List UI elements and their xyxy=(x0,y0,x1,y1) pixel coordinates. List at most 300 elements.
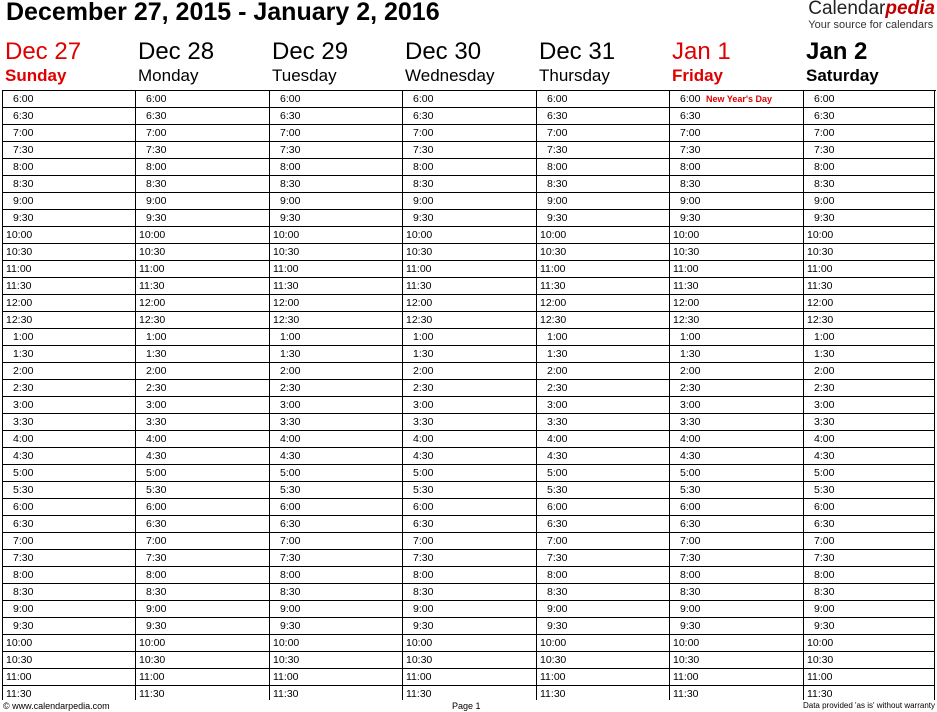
time-slot[interactable] xyxy=(403,431,536,448)
time-slot[interactable] xyxy=(670,278,803,295)
time-slot[interactable] xyxy=(3,414,135,431)
time-slot[interactable] xyxy=(136,567,269,584)
time-slot[interactable] xyxy=(804,261,934,278)
time-slot[interactable] xyxy=(403,550,536,567)
time-slot[interactable] xyxy=(670,567,803,584)
time-slot[interactable] xyxy=(270,516,402,533)
time-slot[interactable] xyxy=(403,244,536,261)
time-label: 7:00 xyxy=(680,535,701,547)
time-slot[interactable] xyxy=(670,142,803,159)
time-slot[interactable] xyxy=(537,414,669,431)
time-slot[interactable] xyxy=(3,482,135,499)
time-slot[interactable] xyxy=(537,193,669,210)
time-slot[interactable] xyxy=(804,669,934,686)
day-weekday: Tuesday xyxy=(272,66,337,85)
time-slot[interactable] xyxy=(3,567,135,584)
time-slot[interactable] xyxy=(270,686,402,703)
time-slot[interactable] xyxy=(537,125,669,142)
time-slot[interactable] xyxy=(270,363,402,380)
time-slot[interactable] xyxy=(403,108,536,125)
time-slot[interactable] xyxy=(136,448,269,465)
time-slot[interactable] xyxy=(403,176,536,193)
time-slot[interactable] xyxy=(3,448,135,465)
time-slot[interactable] xyxy=(3,533,135,550)
time-slot[interactable] xyxy=(3,346,135,363)
time-slot[interactable] xyxy=(270,210,402,227)
time-slot[interactable] xyxy=(403,465,536,482)
time-slot[interactable] xyxy=(136,499,269,516)
time-slot[interactable] xyxy=(537,261,669,278)
time-slot[interactable] xyxy=(136,312,269,329)
time-slot[interactable] xyxy=(270,346,402,363)
time-slot[interactable] xyxy=(670,431,803,448)
time-slot[interactable] xyxy=(270,295,402,312)
time-slot[interactable] xyxy=(804,465,934,482)
time-slot[interactable] xyxy=(537,312,669,329)
time-slot[interactable] xyxy=(670,295,803,312)
time-label: 10:30 xyxy=(139,654,166,666)
time-slot[interactable] xyxy=(3,465,135,482)
time-slot[interactable] xyxy=(3,329,135,346)
time-slot[interactable] xyxy=(670,329,803,346)
time-slot[interactable] xyxy=(403,363,536,380)
time-slot[interactable] xyxy=(670,465,803,482)
time-slot[interactable] xyxy=(3,550,135,567)
time-slot[interactable] xyxy=(403,159,536,176)
time-slot[interactable] xyxy=(270,550,402,567)
time-slot[interactable] xyxy=(403,397,536,414)
time-slot[interactable] xyxy=(270,584,402,601)
time-slot[interactable] xyxy=(670,261,803,278)
time-slot[interactable] xyxy=(537,91,669,108)
time-slot[interactable] xyxy=(403,125,536,142)
time-slot[interactable] xyxy=(804,431,934,448)
time-slot[interactable] xyxy=(3,125,135,142)
time-slot[interactable] xyxy=(403,380,536,397)
time-slot[interactable] xyxy=(537,482,669,499)
time-slot[interactable] xyxy=(270,193,402,210)
time-slot[interactable] xyxy=(403,414,536,431)
time-slot[interactable] xyxy=(3,108,135,125)
time-slot[interactable] xyxy=(670,380,803,397)
time-slot[interactable] xyxy=(804,193,934,210)
time-slot[interactable] xyxy=(804,244,934,261)
time-slot[interactable] xyxy=(537,380,669,397)
time-label: 5:30 xyxy=(413,484,434,496)
time-slot[interactable] xyxy=(3,159,135,176)
time-slot[interactable] xyxy=(670,686,803,703)
time-slot[interactable] xyxy=(670,176,803,193)
time-slot[interactable] xyxy=(670,108,803,125)
time-slot[interactable] xyxy=(804,533,934,550)
time-slot[interactable] xyxy=(804,482,934,499)
time-slot[interactable] xyxy=(670,448,803,465)
time-slot[interactable] xyxy=(136,176,269,193)
time-label: 12:00 xyxy=(540,297,567,309)
time-slot[interactable] xyxy=(270,567,402,584)
time-slot[interactable] xyxy=(270,142,402,159)
time-slot[interactable] xyxy=(804,91,934,108)
time-slot[interactable] xyxy=(136,210,269,227)
time-label: 5:30 xyxy=(146,484,167,496)
time-slot[interactable] xyxy=(270,601,402,618)
time-slot[interactable] xyxy=(403,329,536,346)
time-label: 8:00 xyxy=(413,569,434,581)
time-label: 6:30 xyxy=(146,518,167,530)
time-slot[interactable] xyxy=(403,295,536,312)
time-slot[interactable] xyxy=(403,635,536,652)
time-slot[interactable] xyxy=(136,533,269,550)
time-slot[interactable] xyxy=(403,618,536,635)
time-slot[interactable] xyxy=(136,108,269,125)
time-slot[interactable] xyxy=(537,635,669,652)
time-slot[interactable] xyxy=(270,499,402,516)
time-slot[interactable] xyxy=(804,601,934,618)
time-slot[interactable] xyxy=(804,635,934,652)
time-label: 2:00 xyxy=(413,365,434,377)
time-label: 5:00 xyxy=(146,467,167,479)
time-slot[interactable] xyxy=(537,108,669,125)
time-slot[interactable] xyxy=(270,448,402,465)
time-slot[interactable] xyxy=(270,227,402,244)
time-slot[interactable] xyxy=(136,193,269,210)
time-label: 2:00 xyxy=(547,365,568,377)
time-slot[interactable] xyxy=(804,448,934,465)
time-label: 10:30 xyxy=(807,246,834,258)
time-slot[interactable] xyxy=(537,244,669,261)
time-slot[interactable] xyxy=(270,176,402,193)
time-slot[interactable] xyxy=(3,278,135,295)
time-slot[interactable] xyxy=(804,346,934,363)
time-slot[interactable] xyxy=(804,516,934,533)
time-slot[interactable] xyxy=(670,125,803,142)
time-slot[interactable] xyxy=(3,227,135,244)
time-slot[interactable] xyxy=(136,159,269,176)
time-slot[interactable] xyxy=(804,125,934,142)
time-label: 8:30 xyxy=(413,586,434,598)
time-slot[interactable] xyxy=(270,635,402,652)
time-label: 4:30 xyxy=(13,450,34,462)
time-label: 6:30 xyxy=(547,110,568,122)
time-slot[interactable] xyxy=(804,380,934,397)
time-label: 3:00 xyxy=(146,399,167,411)
time-slot[interactable] xyxy=(136,295,269,312)
time-slot[interactable] xyxy=(136,125,269,142)
time-slot[interactable] xyxy=(3,244,135,261)
time-slot[interactable] xyxy=(403,499,536,516)
time-slot[interactable] xyxy=(537,601,669,618)
time-slot[interactable] xyxy=(804,312,934,329)
time-slot[interactable] xyxy=(270,108,402,125)
time-slot[interactable] xyxy=(270,414,402,431)
time-slot[interactable] xyxy=(136,414,269,431)
time-slot[interactable] xyxy=(3,669,135,686)
time-slot[interactable] xyxy=(403,482,536,499)
time-slot[interactable] xyxy=(670,533,803,550)
time-slot[interactable] xyxy=(804,159,934,176)
time-slot[interactable] xyxy=(403,652,536,669)
time-slot[interactable] xyxy=(3,584,135,601)
time-slot[interactable] xyxy=(136,142,269,159)
time-slot[interactable] xyxy=(136,363,269,380)
time-label: 11:00 xyxy=(807,263,833,275)
time-label: 2:30 xyxy=(280,382,301,394)
time-label: 4:30 xyxy=(680,450,701,462)
time-slot[interactable] xyxy=(670,601,803,618)
time-slot[interactable] xyxy=(136,244,269,261)
time-slot[interactable] xyxy=(403,193,536,210)
time-slot[interactable] xyxy=(136,584,269,601)
time-slot[interactable] xyxy=(270,261,402,278)
time-slot[interactable] xyxy=(270,159,402,176)
time-slot[interactable] xyxy=(136,380,269,397)
time-slot[interactable] xyxy=(270,278,402,295)
time-slot[interactable] xyxy=(136,261,269,278)
time-slot[interactable] xyxy=(804,295,934,312)
time-slot[interactable] xyxy=(537,669,669,686)
time-slot[interactable] xyxy=(136,397,269,414)
time-slot[interactable] xyxy=(537,550,669,567)
time-slot[interactable] xyxy=(270,244,402,261)
time-slot[interactable] xyxy=(670,516,803,533)
time-slot[interactable] xyxy=(270,329,402,346)
time-slot[interactable] xyxy=(537,210,669,227)
day-header-saturday xyxy=(806,38,937,86)
time-slot[interactable] xyxy=(670,414,803,431)
time-slot[interactable] xyxy=(670,584,803,601)
time-slot[interactable] xyxy=(537,465,669,482)
time-slot[interactable] xyxy=(270,482,402,499)
time-slot[interactable] xyxy=(136,431,269,448)
time-slot[interactable] xyxy=(3,176,135,193)
time-slot[interactable] xyxy=(670,312,803,329)
time-slot[interactable] xyxy=(537,142,669,159)
time-slot[interactable] xyxy=(537,397,669,414)
time-slot[interactable] xyxy=(136,278,269,295)
time-slot[interactable] xyxy=(670,397,803,414)
time-label: 7:30 xyxy=(280,144,301,156)
time-slot[interactable] xyxy=(403,567,536,584)
time-slot[interactable] xyxy=(804,363,934,380)
time-label: 9:00 xyxy=(547,195,568,207)
time-label: 3:00 xyxy=(13,399,34,411)
time-slot[interactable] xyxy=(403,346,536,363)
time-slot[interactable] xyxy=(537,652,669,669)
time-slot[interactable] xyxy=(3,295,135,312)
time-slot[interactable] xyxy=(537,567,669,584)
time-slot[interactable] xyxy=(136,91,269,108)
time-label: 7:00 xyxy=(280,127,301,139)
time-slot[interactable] xyxy=(537,295,669,312)
time-slot[interactable] xyxy=(537,618,669,635)
time-slot[interactable] xyxy=(403,516,536,533)
time-slot[interactable] xyxy=(403,584,536,601)
time-slot[interactable] xyxy=(136,482,269,499)
time-label: 11:00 xyxy=(673,671,699,683)
time-label: 5:30 xyxy=(680,484,701,496)
time-slot[interactable] xyxy=(804,567,934,584)
time-slot[interactable] xyxy=(403,448,536,465)
time-slot[interactable] xyxy=(3,261,135,278)
time-slot[interactable] xyxy=(403,261,536,278)
time-slot[interactable] xyxy=(3,516,135,533)
time-slot[interactable] xyxy=(537,363,669,380)
time-slot[interactable] xyxy=(270,669,402,686)
time-slot[interactable] xyxy=(136,669,269,686)
time-slot[interactable] xyxy=(537,686,669,703)
time-slot[interactable] xyxy=(3,142,135,159)
time-slot[interactable] xyxy=(670,363,803,380)
time-slot[interactable] xyxy=(270,91,402,108)
time-slot[interactable] xyxy=(670,482,803,499)
time-slot[interactable] xyxy=(804,142,934,159)
time-label: 12:00 xyxy=(673,297,700,309)
time-label: 6:00 xyxy=(547,501,568,513)
time-slot[interactable] xyxy=(403,601,536,618)
time-slot[interactable] xyxy=(670,91,803,108)
time-label: 10:30 xyxy=(139,246,166,258)
time-slot[interactable] xyxy=(3,210,135,227)
time-slot[interactable] xyxy=(670,652,803,669)
time-slot[interactable] xyxy=(804,108,934,125)
time-slot[interactable] xyxy=(403,210,536,227)
time-slot[interactable] xyxy=(270,380,402,397)
time-slot[interactable] xyxy=(3,499,135,516)
time-slot[interactable] xyxy=(136,329,269,346)
time-slot[interactable] xyxy=(804,176,934,193)
time-label: 1:00 xyxy=(146,331,167,343)
time-slot[interactable] xyxy=(403,312,536,329)
time-slot[interactable] xyxy=(136,465,269,482)
time-slot[interactable] xyxy=(670,346,803,363)
time-slot[interactable] xyxy=(3,601,135,618)
time-slot[interactable] xyxy=(136,686,269,703)
time-slot[interactable] xyxy=(403,533,536,550)
time-slot[interactable] xyxy=(136,227,269,244)
time-slot[interactable] xyxy=(804,618,934,635)
time-slot[interactable] xyxy=(3,312,135,329)
time-slot[interactable] xyxy=(136,635,269,652)
time-label: 7:00 xyxy=(814,535,835,547)
time-slot[interactable] xyxy=(3,397,135,414)
time-slot[interactable] xyxy=(537,499,669,516)
time-slot[interactable] xyxy=(3,380,135,397)
time-slot[interactable] xyxy=(537,516,669,533)
time-slot[interactable] xyxy=(270,618,402,635)
time-slot[interactable] xyxy=(670,193,803,210)
time-slot[interactable] xyxy=(403,669,536,686)
time-slot[interactable] xyxy=(670,635,803,652)
day-column-friday xyxy=(670,91,804,700)
day-date: Dec 30 xyxy=(405,38,482,65)
time-slot[interactable] xyxy=(270,652,402,669)
time-slot[interactable] xyxy=(804,329,934,346)
brand-tagline: Your source for calendars xyxy=(808,19,934,31)
time-slot[interactable] xyxy=(403,227,536,244)
time-slot[interactable] xyxy=(670,669,803,686)
time-slot[interactable] xyxy=(804,499,934,516)
time-label: 1:30 xyxy=(814,348,835,360)
time-slot[interactable] xyxy=(3,431,135,448)
time-slot[interactable] xyxy=(403,91,536,108)
time-slot[interactable] xyxy=(270,465,402,482)
time-slot[interactable] xyxy=(537,346,669,363)
time-slot[interactable] xyxy=(136,550,269,567)
time-slot[interactable] xyxy=(403,142,536,159)
time-slot[interactable] xyxy=(270,397,402,414)
brand-name xyxy=(808,0,935,19)
time-slot[interactable] xyxy=(3,91,135,108)
time-slot[interactable] xyxy=(804,397,934,414)
time-slot[interactable] xyxy=(136,601,269,618)
time-slot[interactable] xyxy=(537,448,669,465)
time-slot[interactable] xyxy=(136,652,269,669)
time-slot[interactable] xyxy=(537,584,669,601)
time-slot[interactable] xyxy=(270,431,402,448)
time-slot[interactable] xyxy=(537,329,669,346)
time-slot[interactable] xyxy=(537,227,669,244)
time-label: 10:30 xyxy=(6,654,33,666)
time-label: 7:00 xyxy=(280,535,301,547)
time-slot[interactable] xyxy=(403,278,536,295)
time-slot[interactable] xyxy=(537,431,669,448)
time-label: 6:30 xyxy=(680,518,701,530)
time-slot[interactable] xyxy=(3,652,135,669)
time-label: 2:00 xyxy=(146,365,167,377)
time-slot[interactable] xyxy=(136,516,269,533)
time-slot[interactable] xyxy=(537,159,669,176)
time-slot[interactable] xyxy=(804,584,934,601)
time-slot[interactable] xyxy=(3,363,135,380)
time-label: 5:00 xyxy=(280,467,301,479)
time-slot[interactable] xyxy=(537,533,669,550)
time-slot[interactable] xyxy=(670,210,803,227)
time-label: 9:00 xyxy=(146,195,167,207)
time-label: 8:30 xyxy=(146,586,167,598)
time-slot[interactable] xyxy=(537,176,669,193)
time-label: 6:00 xyxy=(413,93,434,105)
time-label: 8:30 xyxy=(680,178,701,190)
time-slot[interactable] xyxy=(670,618,803,635)
time-slot[interactable] xyxy=(804,550,934,567)
time-slot[interactable] xyxy=(804,210,934,227)
time-slot[interactable] xyxy=(670,244,803,261)
time-label: 7:30 xyxy=(547,552,568,564)
time-slot[interactable] xyxy=(804,652,934,669)
time-slot[interactable] xyxy=(3,193,135,210)
time-slot[interactable] xyxy=(270,312,402,329)
day-column-saturday xyxy=(804,91,935,700)
time-label: 6:30 xyxy=(13,110,34,122)
time-slot[interactable] xyxy=(670,550,803,567)
time-slot[interactable] xyxy=(804,227,934,244)
time-slot[interactable] xyxy=(3,635,135,652)
time-slot[interactable] xyxy=(270,125,402,142)
time-slot[interactable] xyxy=(3,618,135,635)
time-slot[interactable] xyxy=(670,227,803,244)
time-slot[interactable] xyxy=(670,159,803,176)
time-slot[interactable] xyxy=(804,278,934,295)
time-slot[interactable] xyxy=(804,414,934,431)
brand-logo[interactable] xyxy=(808,0,935,31)
time-slot[interactable] xyxy=(136,618,269,635)
time-slot[interactable] xyxy=(270,533,402,550)
day-column-tuesday xyxy=(270,91,403,700)
time-slot[interactable] xyxy=(537,278,669,295)
time-label: 6:30 xyxy=(680,110,701,122)
time-slot[interactable] xyxy=(670,499,803,516)
time-slot[interactable] xyxy=(136,346,269,363)
